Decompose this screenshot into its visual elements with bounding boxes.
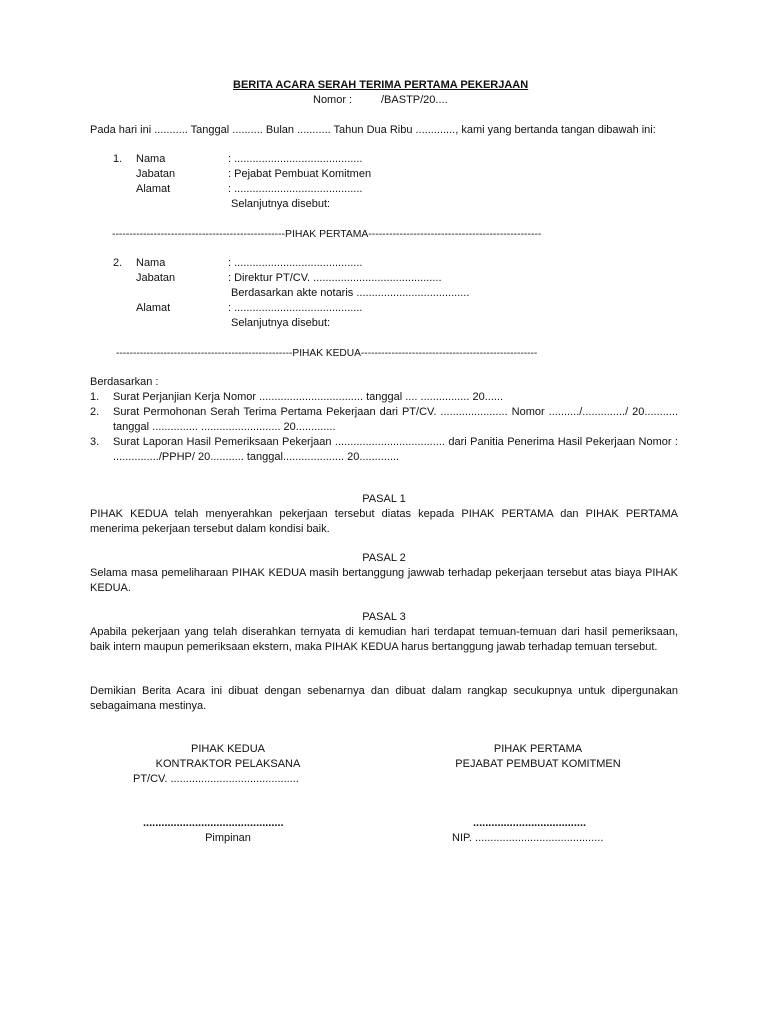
signature-left-line: .............................................. (143, 817, 284, 829)
nomor-value: /BASTP/20.... (381, 94, 448, 106)
nomor-label: Nomor : (313, 94, 353, 106)
pihak1-jabatan-label: Jabatan (136, 168, 176, 180)
pihak2-number: 2. (113, 257, 123, 269)
pihak-kedua-divider: ----------------------------------------------------PIHAK KEDUA---------------------------------------------------- (116, 348, 538, 359)
pihak2-selanjutnya: Selanjutnya disebut: (231, 317, 331, 329)
signature-right-caption: NIP. .......................................... (452, 832, 604, 844)
signature-left-caption: Pimpinan (205, 832, 251, 844)
pihak1-nama-value: : .......................................... (228, 153, 363, 165)
pasal2-title: PASAL 2 (362, 552, 406, 564)
pihak2-alamat-label: Alamat (136, 302, 171, 314)
pasal1-text: PIHAK KEDUA telah menyerahkan pekerjaan tersebut diatas kepada PIHAK PERTAMA dan PIHAK PERTAMA menerima pekerjaan tersebut dalam kondisi baik. (90, 508, 678, 535)
berdasarkan-item-text: Surat Laporan Hasil Pemeriksaan Pekerjaan .................................... dari Panitia Penerima Hasil Pekerjaan Nomor : .............../PPHP/ 20........... tanggal.................... 20............. (113, 436, 678, 463)
berdasarkan-item-number: 2. (90, 406, 100, 418)
signature-right-heading: PIHAK PERTAMA (493, 743, 583, 755)
berdasarkan-label: Berdasarkan : (90, 376, 159, 388)
signature-left-company: PT/CV. .......................................... (133, 773, 299, 785)
pasal1-title: PASAL 1 (362, 493, 406, 505)
signature-left-heading: PIHAK KEDUA (191, 743, 265, 755)
pihak1-selanjutnya: Selanjutnya disebut: (231, 198, 331, 210)
pihak2-nama-value: : .......................................... (228, 257, 363, 269)
signature-right-role: PEJABAT PEMBUAT KOMITMEN (455, 758, 621, 770)
closing-paragraph: Demikian Berita Acara ini dibuat dengan sebenarnya dan dibuat dalam rangkap secukupnya untuk dipergunakan sebagaimana mestinya. (90, 685, 678, 712)
pihak-pertama-divider: --------------------------------------------------PIHAK PERTAMA-------------------------------------------------- (112, 229, 542, 240)
pihak2-jabatan-value: : Direktur PT/CV. .......................................... (228, 272, 442, 284)
signature-left-role: KONTRAKTOR PELAKSANA (155, 758, 301, 770)
pihak1-number: 1. (113, 153, 123, 165)
intro-paragraph: Pada hari ini ........... Tanggal .......... Bulan ........... Tahun Dua Ribu ............., kami yang bertanda tangan dibawah ini: (90, 124, 656, 136)
pasal3-title: PASAL 3 (362, 611, 406, 623)
pihak1-jabatan-value: : Pejabat Pembuat Komitmen (228, 168, 372, 180)
berdasarkan-item-text: Surat Perjanjian Kerja Nomor .................................. tanggal .... ................ 20...... (113, 391, 504, 403)
pasal2-text: Selama masa pemeliharaan PIHAK KEDUA masih bertanggung jawwab terhadap pekerjaan tersebut atas biaya PIHAK KEDUA. (90, 567, 678, 594)
pihak2-jabatan-label: Jabatan (136, 272, 176, 284)
signature-right-line: ..................................... (473, 817, 587, 829)
pihak1-alamat-label: Alamat (136, 183, 171, 195)
pasal3-text: Apabila pekerjaan yang telah diserahkan ternyata di kemudian hari terdapat temuan-temuan dari hasil pemeriksaan, baik intern maupun pemeriksaan ekstern, maka PIHAK KEDUA harus bertanggung jawab terhadap temuan tersebut. (90, 626, 678, 653)
pihak1-alamat-value: : .......................................... (228, 183, 363, 195)
document-title: BERITA ACARA SERAH TERIMA PERTAMA PEKERJAAN (233, 79, 529, 91)
pihak2-alamat-value: : .......................................... (228, 302, 363, 314)
berdasarkan-item-number: 3. (90, 436, 100, 448)
berdasarkan-item-number: 1. (90, 391, 100, 403)
pihak1-nama-label: Nama (136, 153, 166, 165)
berdasarkan-item-text: Surat Permohonan Serah Terima Pertama Pekerjaan dari PT/CV. ...................... Nomor ........../............../ 20........... tanggal ............... .......................... 20............. (113, 406, 678, 433)
pihak2-nama-label: Nama (136, 257, 166, 269)
pihak2-akte: Berdasarkan akte notaris ..................................... (231, 287, 470, 299)
